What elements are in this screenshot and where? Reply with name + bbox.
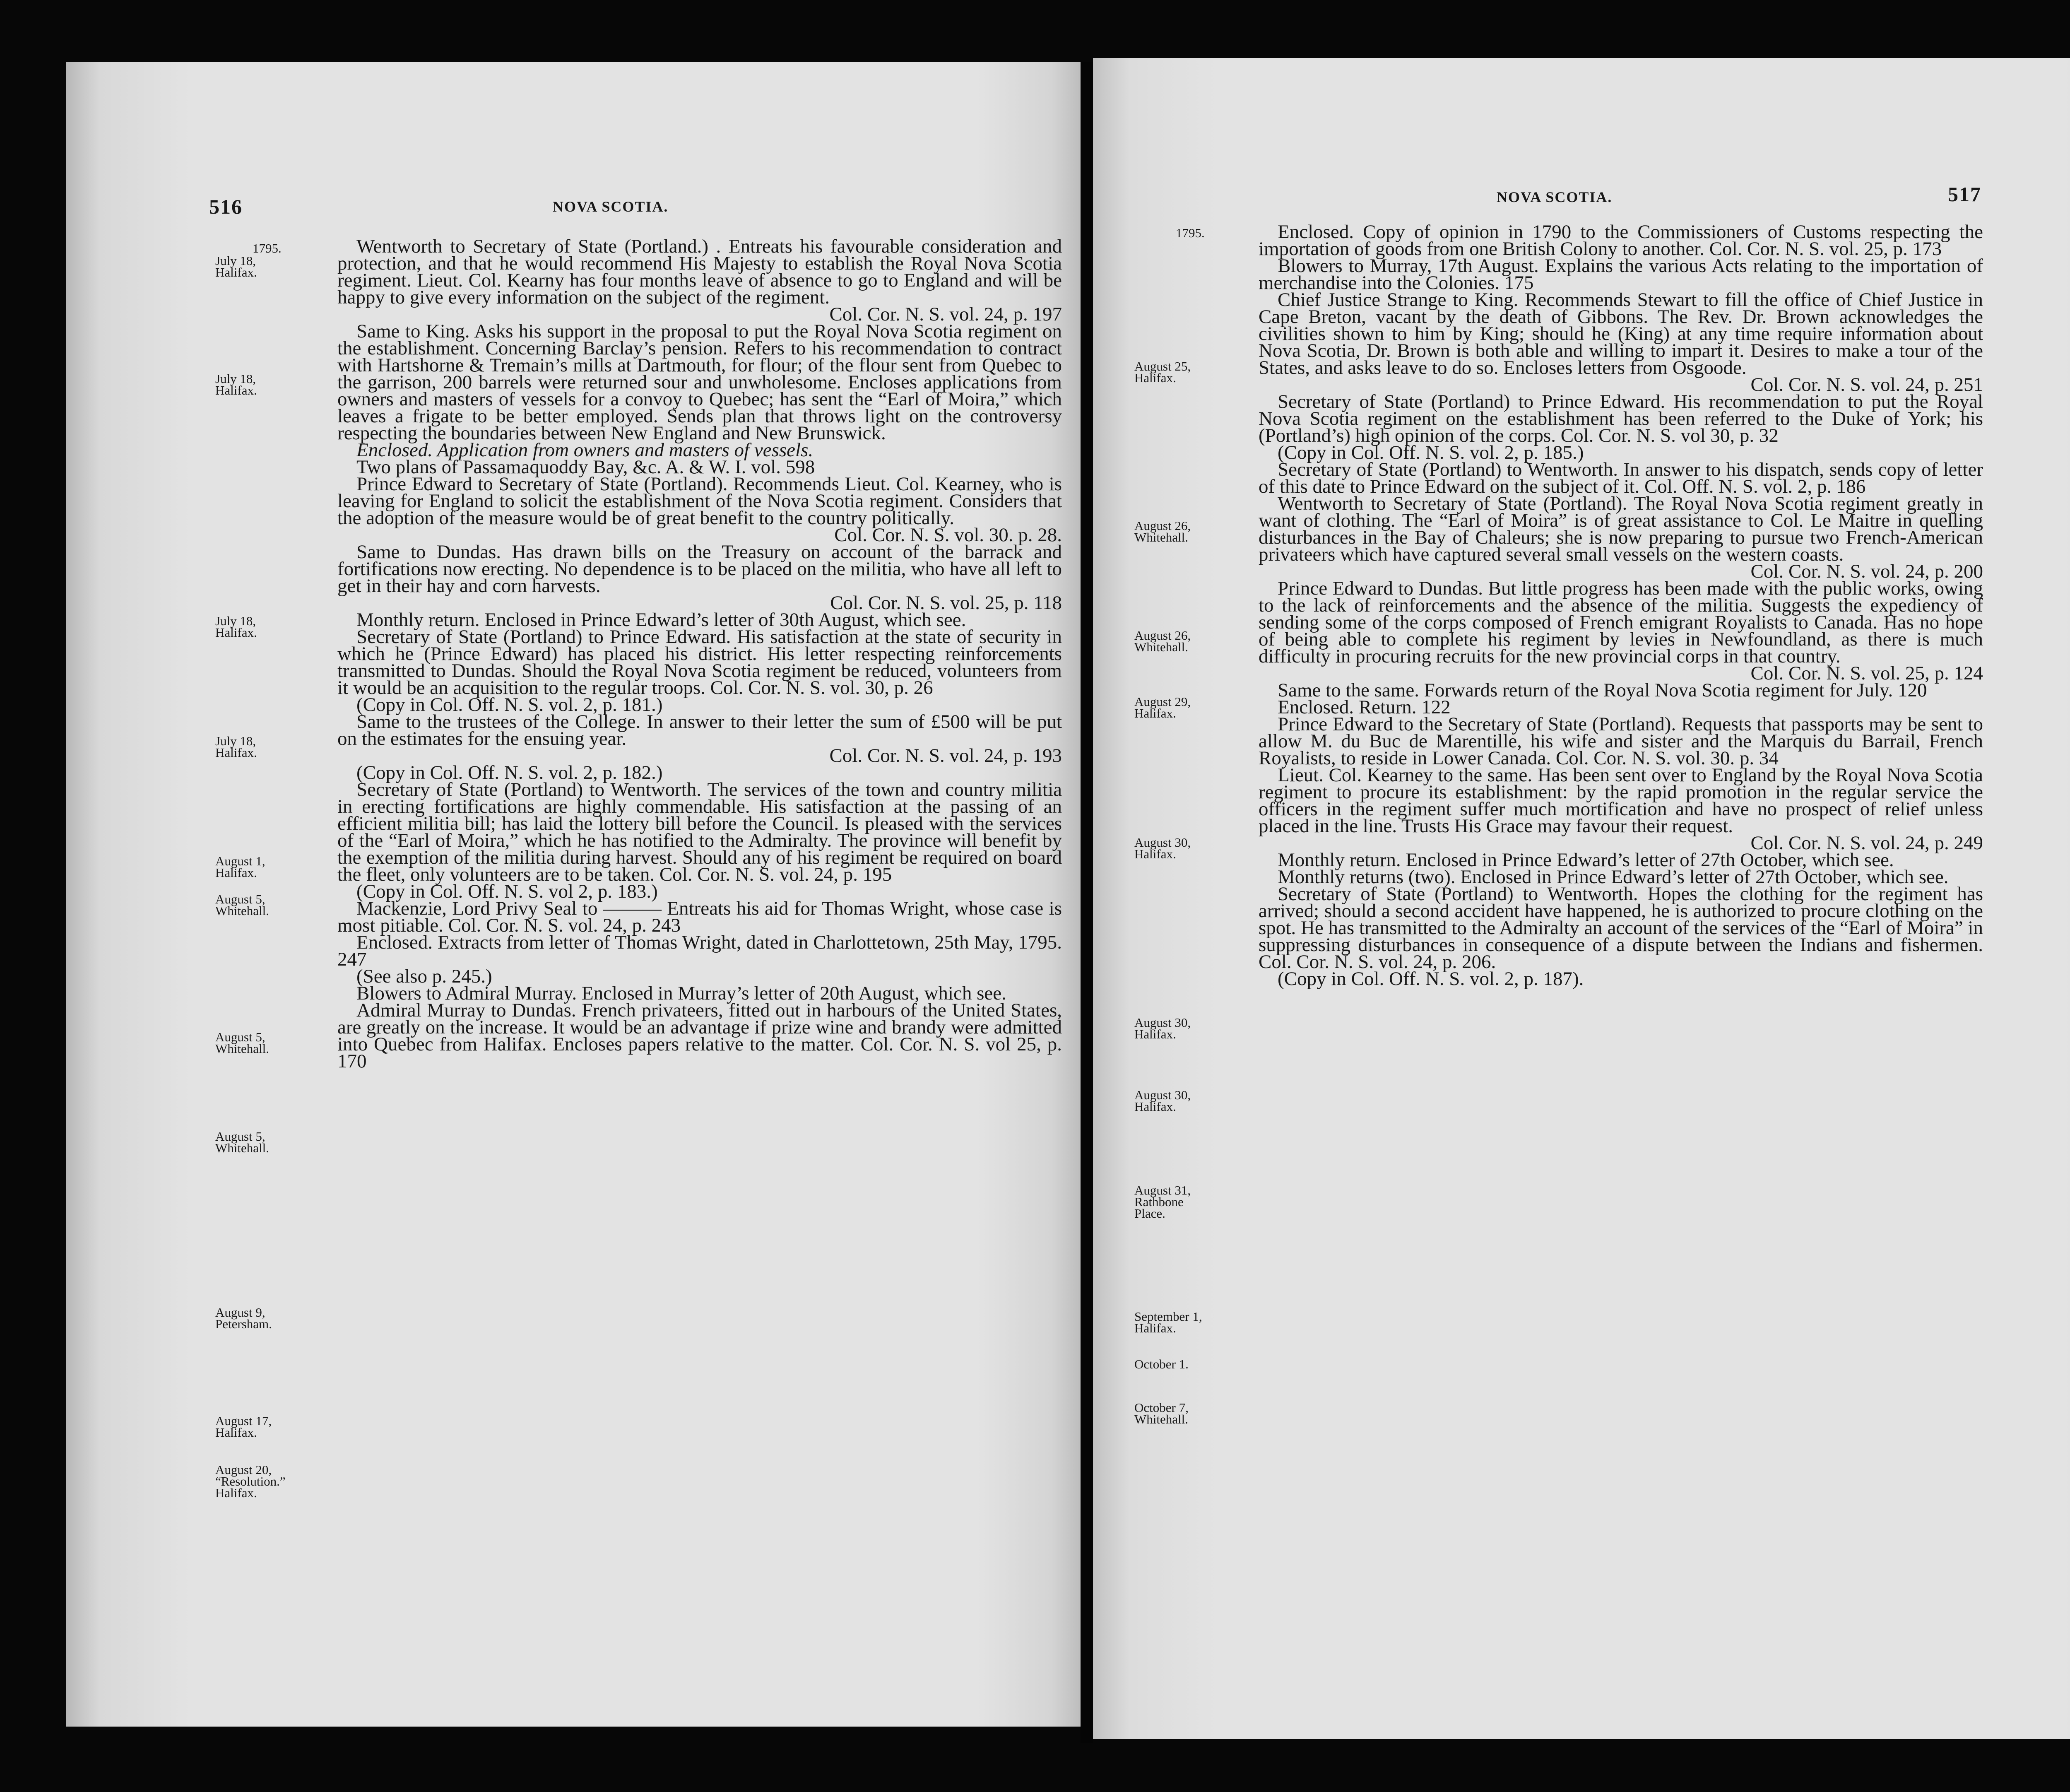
entry: Prince Edward to the Secretary of State (Portland). Requests that passports may be sent to allow M. du Buc de Marentille, his wife and sister and the Marquis du Barrail, French Royalists, to reside in Lower Canada. Col. Cor. N. S. vol. 30. p. 34 [1259,713,1983,769]
entry: Same to the same. Forwards return of the Royal Nova Scotia regiment for July. 120 [1278,679,1927,701]
reference: Col. Cor. N. S. vol. 24, p. 197 [829,303,1062,325]
sidenote: Rathbone [1134,1195,1184,1209]
left-running-head: NOVA SCOTIA. [553,198,669,215]
sidenote: July 18, [215,371,256,386]
sidenote: Halifax. [1134,1099,1176,1114]
sidenote: August 26, [1134,628,1191,643]
reference: Col. Cor. N. S. vol. 24, p. 200 [1750,561,1983,582]
sidenote: Halifax. [1134,1027,1176,1041]
entry: Prince Edward to Dundas. But little progress has been made with the public works, owing to the lack of reinforcements and the absence of the militia. Suggests the expediency of sending some of the corps composed of French emigrant Royalists to Canada. Has no hope of being able to complete his regiment by levies in Newfoundland, as there is much difficulty in procuring recruits for the new provincial corps in that country. [1259,578,1983,667]
right-running-head: NOVA SCOTIA. [1497,189,1613,205]
book-gutter [1081,62,1093,1743]
entry: Prince Edward to Secretary of State (Portland). Recommends Lieut. Col. Kearney, who is leaving for England to solicit the establishment of the Nova Scotia regiment. Considers that the adoption of the measure would be of great benefit to the country politically. [337,473,1062,529]
sidenote: July 18, [215,734,256,748]
entry: Lieut. Col. Kearney to the same. Has been sent over to England by the Royal Nova Scotia regiment to procure its establishment: by the rapid promotion in the regular service the officers in the regiment suffer much mortification and have no prospect of relief unless placed in the line. Trusts His Grace may favour their request. [1259,764,1983,837]
sidenote: August 5, [215,892,265,906]
entry: (Copy in Col. Off. N. S. vol. 2, p. 182.) [356,762,663,783]
sidenote: August 5, [215,1129,265,1144]
sidenote: August 30, [1134,1015,1191,1030]
sidenote: Whitehall. [215,1141,269,1155]
sidenote: September 1, [1134,1309,1202,1324]
left-text-column [337,238,1062,1070]
left-sidenotes [215,0,348,1792]
entry: Secretary of State (Portland) to Wentworth. The services of the town and country militia in erecting fortifications are highly commendable. His satisfaction at the passing of an efficient militia bill; has laid the lottery bill before the Council. Is pleased with the services of the “Earl of Moira,” which he has notified to the Admiralty. The province will benefit by the exemption of the militia during harvest. Should any of his regiment be required on board the fleet, only volunteers are to be taken. Col. Cor. N. S. vol. 24, p. 195 [337,779,1062,885]
entry: Monthly return. Enclosed in Prince Edward’s letter of 30th August, which see. [356,609,966,631]
reference: Col. Cor. N. S. vol. 25, p. 124 [1750,662,1983,684]
entry: Secretary of State (Portland) to Prince Edward. His recommendation to put the Royal Nova Scotia regiment on the establishment has been referred to the Duke of York; his (Portland’s) high opinion of the corps. Col. Cor. N. S. vol 30, p. 32 [1259,391,1983,446]
sidenote: Halifax. [215,625,257,640]
entry: Secretary of State (Portland) to Wentworth. Hopes the clothing for the regiment has arrived; should a second accident have happened, he is authorized to procure clothing on the spot. He has transmitted to the Admiralty an account of the services of the “Earl of Moira” in suppressing disturbances in consequence of a dispute between the Indians and fishermen. Col. Cor. N. S. vol. 24, p. 206. [1259,883,1983,973]
entry: Enclosed. Application from owners and masters of vessels. [356,439,814,461]
reference: Col. Cor. N. S. vol. 30. p. 28. [834,524,1062,546]
entry: (Copy in Col. Off. N. S. vol. 2, p. 181.) [356,694,663,715]
sidenote: Halifax. [1134,847,1176,861]
sidenote: Halifax. [1134,371,1176,385]
reference: Col. Cor. N. S. vol. 24, p. 249 [1750,832,1983,854]
sidenote: July 18, [215,253,256,268]
sidenote: Whitehall. [1134,640,1188,654]
entry: (Copy in Col. Off. N. S. vol 2, p. 183.) [356,881,658,902]
sidenote: October 7, [1134,1400,1189,1415]
sidenote: August 20, [215,1462,272,1477]
sidenote: October 1. [1134,1357,1189,1371]
entry: Blowers to Admiral Murray. Enclosed in Murray’s letter of 20th August, which see. [356,983,1006,1004]
entry: Secretary of State (Portland) to Wentworth. In answer to his dispatch, sends copy of letter of this date to Prince Edward on the subject of it. Col. Off. N. S. vol. 2, p. 186 [1259,459,1983,497]
entry: Admiral Murray to Dundas. French privateers, fitted out in harbours of the United States, are greatly on the increase. It would be an advantage if prize wine and brandy were admitted into Quebec from Halifax. Encloses papers relative to the matter. Col. Cor. N. S. vol 25, p. 170 [337,1000,1062,1072]
reference: Col. Cor. N. S. vol. 24, p. 193 [829,745,1062,766]
entry: (Copy in Col. Off. N. S. vol. 2, p. 187). [1278,968,1584,990]
entry: (Copy in Col. Off. N. S. vol. 2, p. 185.) [1278,442,1584,463]
sidenote: Whitehall. [215,1041,269,1056]
right-page-number: 517 [1948,183,1981,206]
entry: Enclosed. Return. 122 [1278,696,1451,718]
entry: Secretary of State (Portland) to Prince Edward. His satisfaction at the state of security in which he (Prince Edward) has placed his district. His letter respecting reinforcements transmitted to Dundas. Should the Royal Nova Scotia regiment be reduced, volunteers from it would be an acquisition to the regular troops. Col. Cor. N. S. vol. 30, p. 26 [337,626,1062,698]
sidenote: Petersham. [215,1317,272,1331]
sidenote: “Resolution.” [215,1474,286,1489]
sidenote: August 17, [215,1414,272,1428]
sidenote: Halifax. [215,1486,257,1500]
reference: Col. Cor. N. S. vol. 24, p. 251 [1750,374,1983,395]
sidenote: Halifax. [215,865,257,880]
entry: Enclosed. Copy of opinion in 1790 to the Commissioners of Customs respecting the importation of goods from one British Colony to another. Col. Cor. N. S. vol. 25, p. 173 [1259,221,1983,260]
entry: Blowers to Murray, 17th August. Explains the various Acts relating to the importation of merchandise into the Colonies. 175 [1259,255,1983,294]
sidenote: Halifax. [215,745,257,760]
sidenote: Halifax. [1134,706,1176,720]
sidenote: August 26, [1134,518,1191,533]
sidenote: August 5, [215,1030,265,1044]
left-page-number: 516 [209,195,243,218]
entry: Same to the trustees of the College. In answer to their letter the sum of £500 will be put on the estimates for the ensuing year. [337,711,1062,749]
entry: Mackenzie, Lord Privy Seal to ——— Entreats his aid for Thomas Wright, whose case is most pitiable. Col. Cor. N. S. vol. 24, p. 243 [337,898,1062,936]
left-year: 1795. [253,241,282,255]
sidenote: Whitehall. [1134,1412,1188,1426]
sidenote: August 1, [215,854,265,868]
right-year: 1795. [1176,226,1205,240]
entry: Enclosed. Extracts from letter of Thomas Wright, dated in Charlottetown, 25th May, 1795. 247 [337,932,1062,970]
sidenote: July 18, [215,614,256,628]
sidenote: Whitehall. [1134,530,1188,544]
entry: Same to Dundas. Has drawn bills on the Treasury on account of the barrack and fortifications now erecting. No dependence is to be placed on the militia, who have all left to get in their hay and corn harvests. [337,541,1062,597]
entry: Wentworth to Secretary of State (Portland.) . Entreats his favourable consideration and protection, and that he would recommend His Majesty to establish the Royal Nova Scotia regiment. Lieut. Col. Kearny has four months leave of absence to go to England and will be happy to give every information on the subject of the regiment. [337,236,1062,308]
sidenote: August 30, [1134,835,1191,850]
sidenote: Whitehall. [215,903,269,918]
entry: Monthly returns (two). Enclosed in Prince Edward’s letter of 27th October, which see. [1278,866,1949,888]
sidenote: Halifax. [215,265,257,279]
reference: Col. Cor. N. S. vol. 25, p. 118 [830,592,1062,614]
sidenote: August 9, [215,1305,265,1320]
entry: Wentworth to Secretary of State (Portland). The Royal Nova Scotia regiment greatly in want of clothing. The “Earl of Moira” is of great assistance to Col. Le Maitre in quelling disturbances in the Bay of Chaleurs; she is now preparing to pursue two French-American privateers which have captured several small vessels on the western coasts. [1259,493,1983,565]
sidenote: Halifax. [215,1425,257,1440]
entry: Monthly return. Enclosed in Prince Edward’s letter of 27th October, which see. [1278,849,1894,871]
entry: Same to King. Asks his support in the proposal to put the Royal Nova Scotia regiment on the establishment. Concerning Barclay’s pension. Refers to his recommendation to contract with Hartshorne & Tremain’s mills at Dartmouth, for flour; of the flour sent from Quebec to the garrison, 200 barrels were returned sour and unwholesome. Encloses applications from owners and masters of vessels for a convoy to Quebec; has sent the “Earl of Moira,” which leaves a frigate to be better employed. Sends plan that throws light on the controversy respecting the boundaries between New England and New Brunswick. [337,320,1062,444]
sidenote: Halifax. [215,383,257,397]
sidenote: August 25, [1134,359,1191,373]
sidenote: Place. [1134,1206,1165,1221]
sidenote: Halifax. [1134,1321,1176,1335]
entry: Chief Justice Strange to King. Recommends Stewart to fill the office of Chief Justice in Cape Breton, vacant by the death of Gibbons. The Rev. Dr. Brown acknowledges the civilities shown to him by King; should he (King) at any time require information about Nova Scotia, Dr. Brown is both able and willing to impart it. Desires to make a tour of the States, and asks leave to do so. Encloses letters from Osgoode. [1259,289,1983,378]
sidenote: August 31, [1134,1183,1191,1197]
sidenote: August 29, [1134,694,1191,709]
sidenote: August 30, [1134,1088,1191,1102]
entry: (See also p. 245.) [356,966,492,987]
entry: Two plans of Passamaquoddy Bay, &c. A. & W. I. vol. 598 [356,456,815,478]
right-text-column [1259,221,1983,990]
right-sidenotes [1134,0,1267,1792]
